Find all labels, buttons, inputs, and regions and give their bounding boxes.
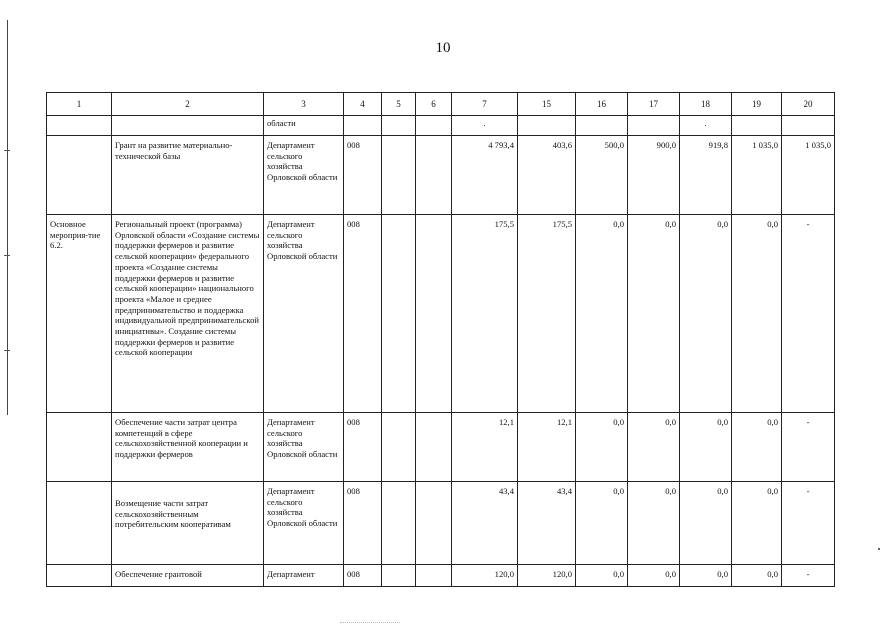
cell-col5 bbox=[382, 413, 416, 482]
cell-code: 008 bbox=[344, 215, 382, 413]
cell-description bbox=[112, 116, 264, 136]
cell-col18: 0,0 bbox=[680, 482, 732, 565]
cell-col17 bbox=[628, 116, 680, 136]
cell-col18: 0,0 bbox=[680, 215, 732, 413]
cell-measure: Основное мероприя-тие 6.2. bbox=[47, 215, 112, 413]
table-row bbox=[47, 136, 835, 215]
cell-col6 bbox=[416, 413, 452, 482]
cell-col20: 1 035,0 bbox=[782, 136, 835, 215]
col-header: 15 bbox=[518, 93, 576, 116]
cell-executor: Департамент сельского хозяйства Орловской области bbox=[264, 215, 344, 413]
cell-description: Региональный проект (программа) Орловской области «Создание системы поддержки фермеров и развитие сельской кооперации» федерального проекта «Создание системы поддержки фермеров и развитие сельской кооперации» национального проекта «Малое и среднее предпринимательство и поддержка индивидуальной предпринимательской инициативы». Создание системы поддержки фермеров и развитие сельской кооперации bbox=[112, 215, 264, 413]
cell-col20: - bbox=[782, 482, 835, 565]
col-header: 16 bbox=[576, 93, 628, 116]
margin-tick bbox=[4, 350, 10, 351]
cell-col15 bbox=[518, 116, 576, 136]
cell-description: Грант на развитие материально-технической базы bbox=[112, 136, 264, 215]
table-row bbox=[47, 413, 835, 482]
cell-col6 bbox=[416, 116, 452, 136]
cell-code: 008 bbox=[344, 136, 382, 215]
col-header: 6 bbox=[416, 93, 452, 116]
table-row bbox=[47, 116, 835, 136]
cell-executor: области bbox=[264, 116, 344, 136]
cell-col5 bbox=[382, 565, 416, 587]
cell-measure bbox=[47, 136, 112, 215]
cell-code: 008 bbox=[344, 413, 382, 482]
cell-description: Обеспечение части затрат центра компетенций в сфере сельскохозяйственной кооперации и поддержки фермеров bbox=[112, 413, 264, 482]
col-header: 18 bbox=[680, 93, 732, 116]
cell-total: . bbox=[452, 116, 518, 136]
cell-col16 bbox=[576, 116, 628, 136]
cell-col18: . bbox=[680, 116, 732, 136]
cell-executor: Департамент сельского хозяйства Орловской области bbox=[264, 136, 344, 215]
cell-total: 43,4 bbox=[452, 482, 518, 565]
cell-col15: 403,6 bbox=[518, 136, 576, 215]
cell-col5 bbox=[382, 136, 416, 215]
cell-executor: Департамент сельского хозяйства Орловской области bbox=[264, 482, 344, 565]
col-header: 3 bbox=[264, 93, 344, 116]
cell-total: 120,0 bbox=[452, 565, 518, 587]
table-row bbox=[47, 565, 835, 587]
cell-col19: 1 035,0 bbox=[732, 136, 782, 215]
cell-col15: 120,0 bbox=[518, 565, 576, 587]
cell-col16: 500,0 bbox=[576, 136, 628, 215]
cell-col17: 0,0 bbox=[628, 482, 680, 565]
cell-col17: 900,0 bbox=[628, 136, 680, 215]
scan-noise bbox=[340, 622, 400, 625]
cell-col15: 43,4 bbox=[518, 482, 576, 565]
cell-col16: 0,0 bbox=[576, 215, 628, 413]
cell-col19: 0,0 bbox=[732, 413, 782, 482]
cell-code bbox=[344, 116, 382, 136]
cell-col15: 12,1 bbox=[518, 413, 576, 482]
cell-col17: 0,0 bbox=[628, 565, 680, 587]
cell-col6 bbox=[416, 136, 452, 215]
cell-col16: 0,0 bbox=[576, 413, 628, 482]
cell-description: Обеспечение грантовой bbox=[112, 565, 264, 587]
col-header: 17 bbox=[628, 93, 680, 116]
cell-executor: Департамент bbox=[264, 565, 344, 587]
table-row bbox=[47, 215, 835, 413]
cell-col18: 0,0 bbox=[680, 565, 732, 587]
cell-col5 bbox=[382, 482, 416, 565]
cell-col20: - bbox=[782, 565, 835, 587]
cell-col17: 0,0 bbox=[628, 413, 680, 482]
cell-col16: 0,0 bbox=[576, 482, 628, 565]
cell-col20: - bbox=[782, 215, 835, 413]
cell-col15: 175,5 bbox=[518, 215, 576, 413]
col-header: 4 bbox=[344, 93, 382, 116]
margin-tick bbox=[4, 150, 10, 151]
table-row bbox=[47, 482, 835, 565]
cell-col5 bbox=[382, 116, 416, 136]
cell-total: 12,1 bbox=[452, 413, 518, 482]
col-header: 2 bbox=[112, 93, 264, 116]
cell-code: 008 bbox=[344, 565, 382, 587]
margin-tick bbox=[4, 255, 10, 256]
cell-measure bbox=[47, 413, 112, 482]
cell-measure bbox=[47, 482, 112, 565]
cell-col16: 0,0 bbox=[576, 565, 628, 587]
col-header: 20 bbox=[782, 93, 835, 116]
cell-col19 bbox=[732, 116, 782, 136]
cell-col20 bbox=[782, 116, 835, 136]
cell-total: 4 793,4 bbox=[452, 136, 518, 215]
col-header: 1 bbox=[47, 93, 112, 116]
header-row bbox=[47, 93, 835, 116]
cell-description: Возмещение части затрат сельскохозяйственным потребительским кооперативам bbox=[112, 482, 264, 565]
cell-col6 bbox=[416, 565, 452, 587]
cell-col20: - bbox=[782, 413, 835, 482]
binding-margin-line bbox=[7, 20, 8, 415]
page-number: 10 bbox=[435, 40, 451, 56]
cell-col19: 0,0 bbox=[732, 565, 782, 587]
cell-col6 bbox=[416, 215, 452, 413]
budget-table bbox=[46, 92, 835, 587]
col-header: 5 bbox=[382, 93, 416, 116]
cell-code: 008 bbox=[344, 482, 382, 565]
cell-measure bbox=[47, 116, 112, 136]
cell-measure bbox=[47, 565, 112, 587]
cell-col5 bbox=[382, 215, 416, 413]
scan-speck bbox=[878, 548, 880, 550]
cell-col19: 0,0 bbox=[732, 482, 782, 565]
cell-col18: 919,8 bbox=[680, 136, 732, 215]
cell-col17: 0,0 bbox=[628, 215, 680, 413]
cell-col19: 0,0 bbox=[732, 215, 782, 413]
cell-col6 bbox=[416, 482, 452, 565]
col-header: 7 bbox=[452, 93, 518, 116]
cell-col18: 0,0 bbox=[680, 413, 732, 482]
cell-total: 175,5 bbox=[452, 215, 518, 413]
cell-executor: Департамент сельского хозяйства Орловской области bbox=[264, 413, 344, 482]
col-header: 19 bbox=[732, 93, 782, 116]
